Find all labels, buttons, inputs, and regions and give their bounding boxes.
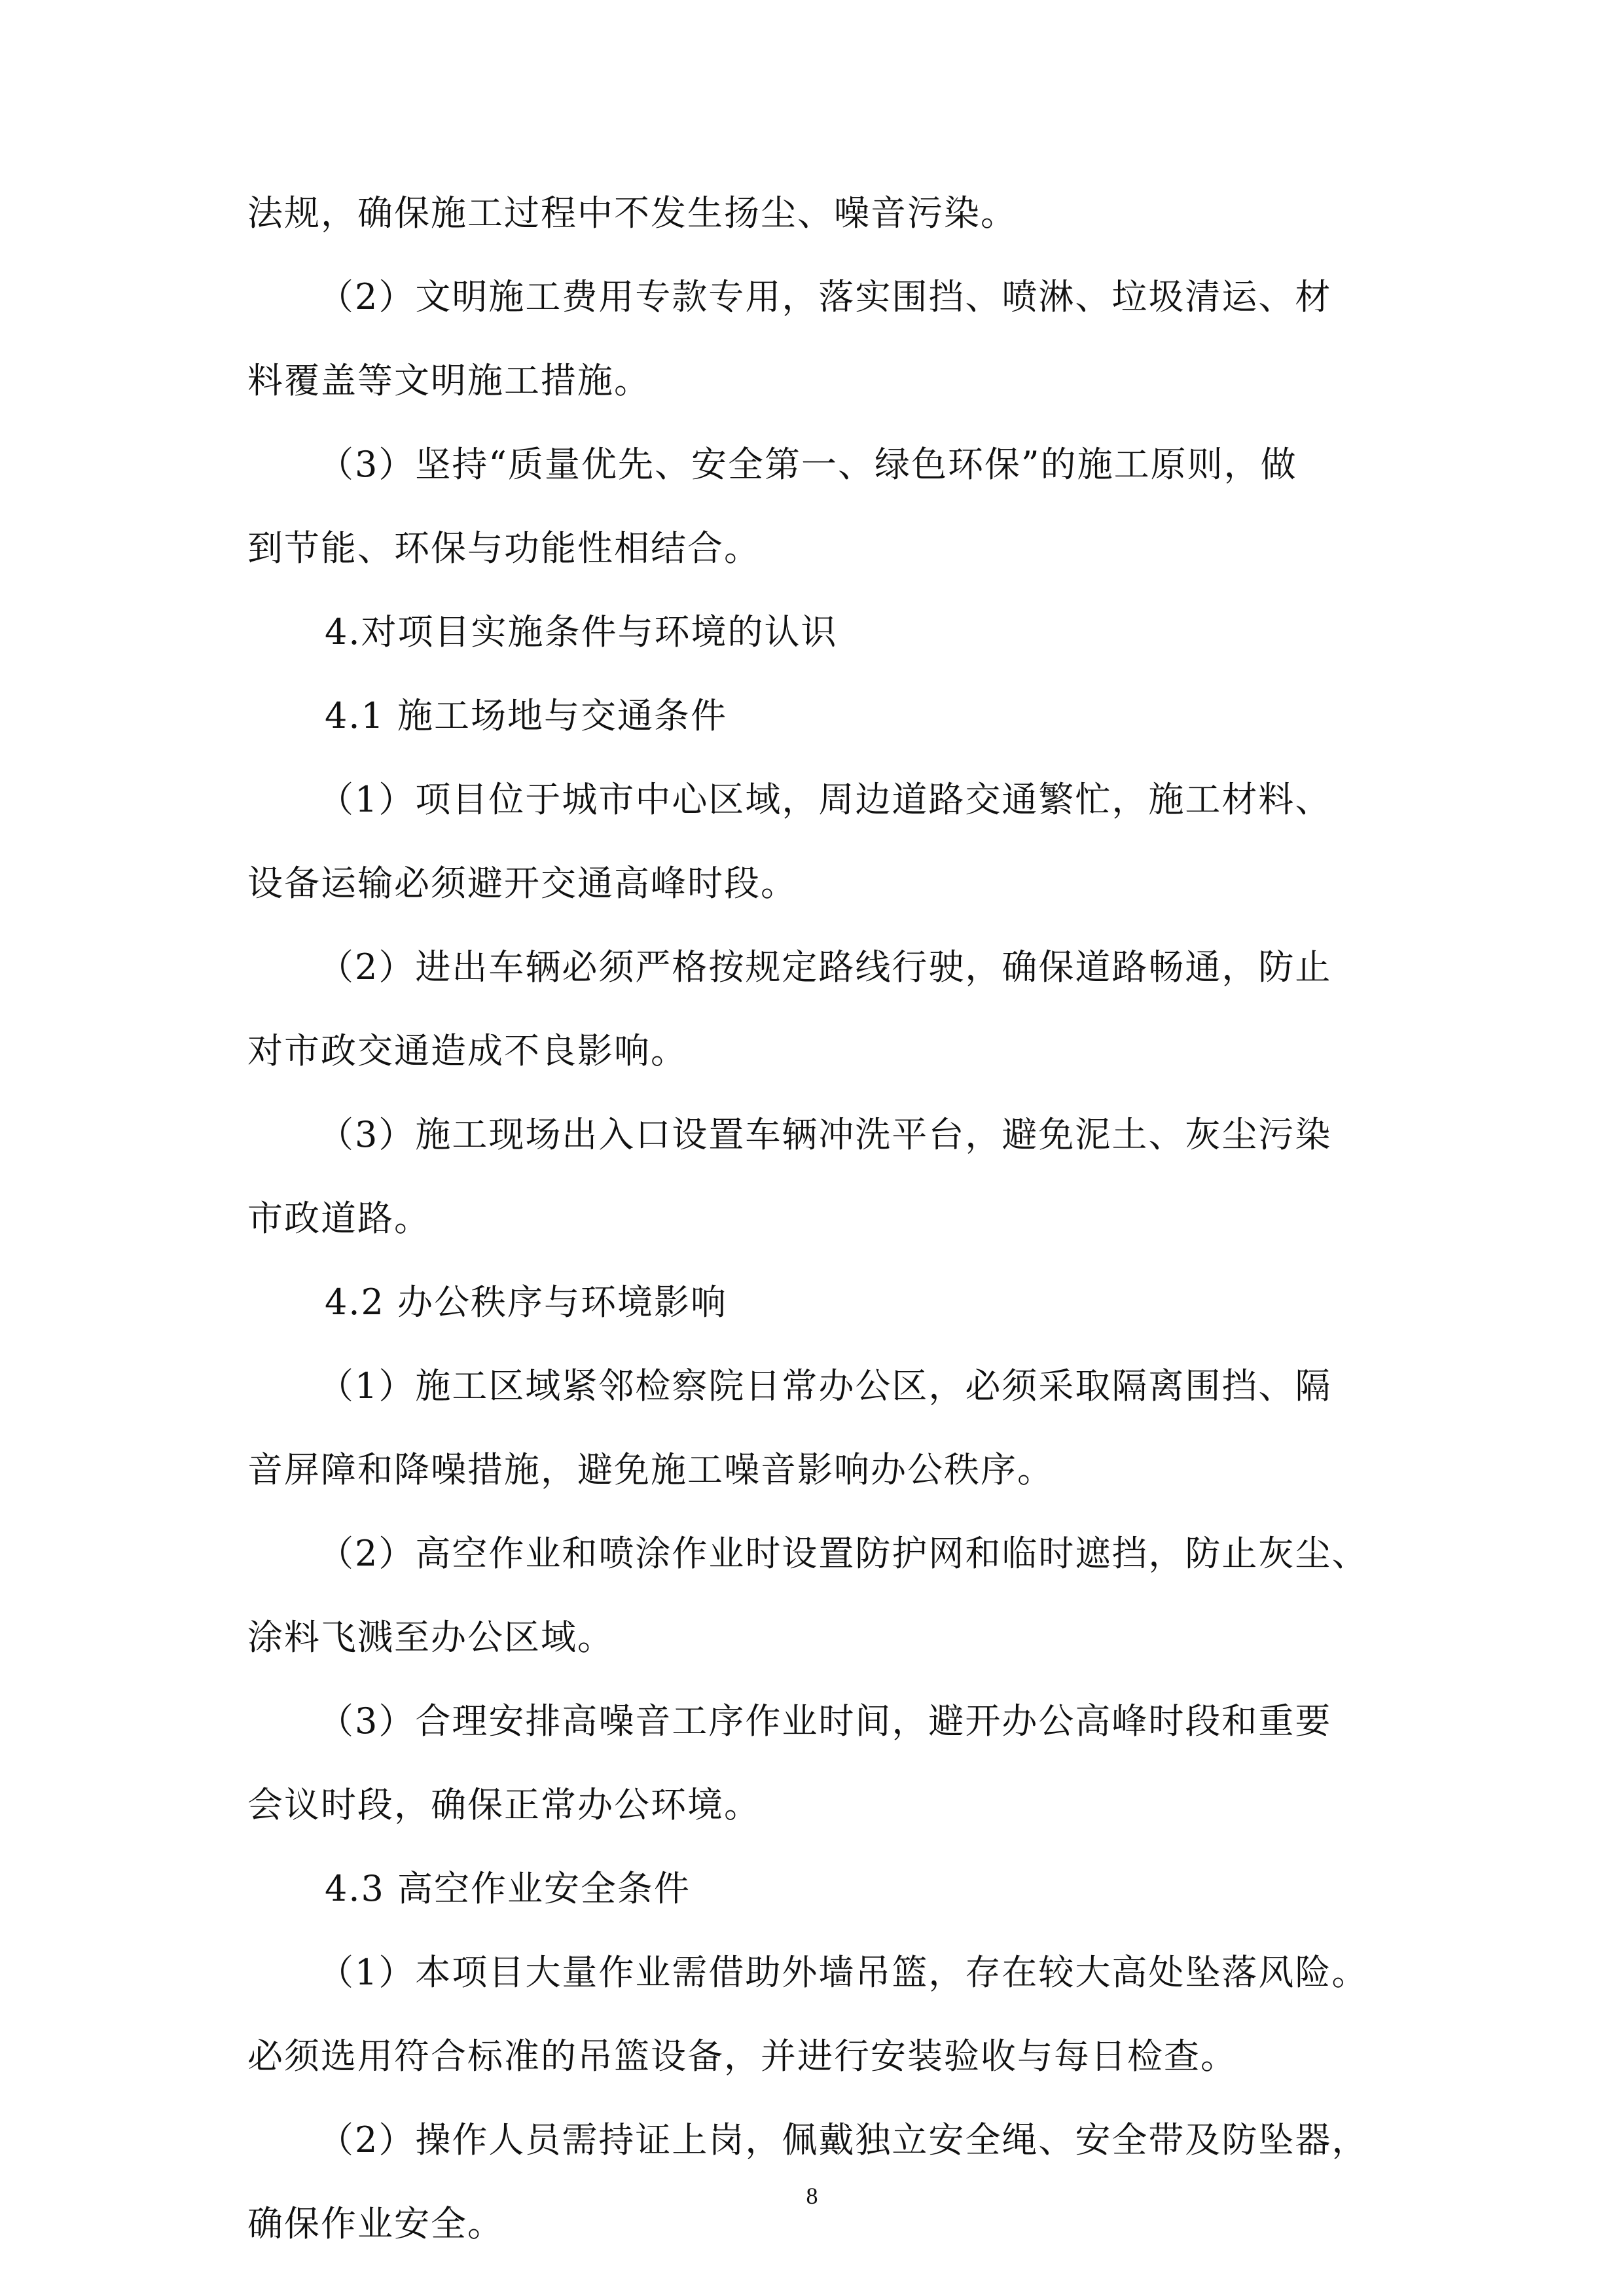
text-line: 必须选用符合标准的吊篮设备，并进行安装验收与每日检查。 <box>247 2036 1237 2077</box>
page-number: 8 <box>806 2183 818 2209</box>
subsection-heading: 4.1 施工场地与交通条件 <box>325 695 728 736</box>
text-line: 涂料飞溅至办公区域。 <box>247 1617 614 1658</box>
list-item: （3）坚持“质量优先、安全第一、绿色环保”的施工原则，做 <box>318 444 1297 485</box>
list-item: （2）操作人员需持证上岗，佩戴独立安全绳、安全带及防坠器， <box>318 2119 1369 2161</box>
list-item: （2）高空作业和喷涂作业时设置防护网和临时遮挡，防止灰尘、 <box>318 1533 1369 1574</box>
list-item: （1）施工区域紧邻检察院日常办公区，必须采取隔离围挡、隔 <box>318 1365 1332 1407</box>
text-line: 音屏障和降噪措施，避免施工噪音影响办公秩序。 <box>247 1449 1054 1490</box>
list-item: （2）文明施工费用专款专用，落实围挡、喷淋、垃圾清运、材 <box>318 276 1332 317</box>
text-line: 确保作业安全。 <box>247 2203 504 2244</box>
list-item: （2）进出车辆必须严格按规定路线行驶，确保道路畅通，防止 <box>318 946 1332 988</box>
text-line: 设备运输必须避开交通高峰时段。 <box>247 863 797 904</box>
list-item: （1）项目位于城市中心区域，周边道路交通繁忙，施工材料、 <box>318 779 1332 820</box>
list-item: （1）本项目大量作业需借助外墙吊篮，存在较大高处坠落风险。 <box>318 1952 1369 1993</box>
text-line: 对市政交通造成不良影响。 <box>247 1030 687 1071</box>
subsection-heading: 4.2 办公秩序与环境影响 <box>325 1282 728 1323</box>
body-text <box>247 171 1380 2266</box>
text-line: 料覆盖等文明施工措施。 <box>247 360 651 401</box>
list-item: （3）合理安排高噪音工序作业时间，避开办公高峰时段和重要 <box>318 1700 1332 1742</box>
text-line: 会议时段，确保正常办公环境。 <box>247 1784 761 1825</box>
text-line: 法规，确保施工过程中不发生扬尘、噪音污染。 <box>247 192 1017 234</box>
subsection-heading: 4.3 高空作业安全条件 <box>325 1868 691 1909</box>
section-heading: 4.对项目实施条件与环境的认识 <box>325 611 838 653</box>
text-line: 市政道路。 <box>247 1198 431 1239</box>
list-item: （3）施工现场出入口设置车辆冲洗平台，避免泥土、灰尘污染 <box>318 1114 1332 1155</box>
text-line: 到节能、环保与功能性相结合。 <box>247 528 761 569</box>
